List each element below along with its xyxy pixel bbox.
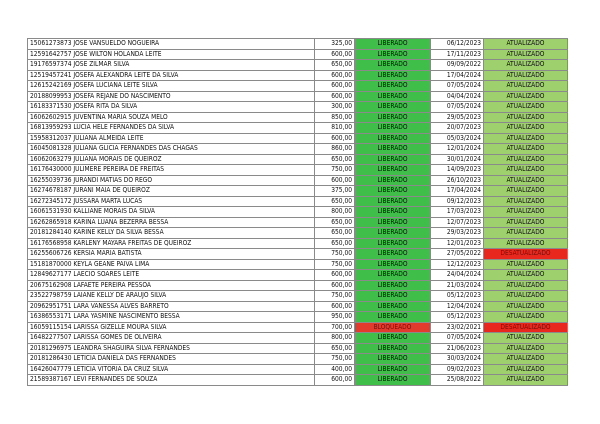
- situation-badge: ATUALIZADO: [484, 291, 568, 302]
- status-badge: LIBERADO: [355, 154, 431, 165]
- situation-badge: ATUALIZADO: [484, 112, 568, 123]
- value-cell: 800,00: [315, 207, 355, 218]
- value-cell: 600,00: [315, 301, 355, 312]
- table-row: [28, 186, 568, 197]
- value-cell: 375,00: [315, 186, 355, 197]
- status-badge: LIBERADO: [355, 91, 431, 102]
- table-row: [28, 123, 568, 134]
- date-cell: 25/08/2022: [431, 375, 484, 386]
- value-cell: 600,00: [315, 49, 355, 60]
- value-cell: 300,00: [315, 102, 355, 113]
- situation-badge: ATUALIZADO: [484, 186, 568, 197]
- date-cell: 21/03/2024: [431, 280, 484, 291]
- status-badge: LIBERADO: [355, 175, 431, 186]
- date-cell: 30/01/2024: [431, 154, 484, 165]
- table-row: [28, 144, 568, 155]
- table-row: [28, 102, 568, 113]
- name-cell: 23522798759 LAIANE KELLY DE ARAUJO SILVA: [28, 291, 315, 302]
- value-cell: 750,00: [315, 259, 355, 270]
- table-row: [28, 364, 568, 375]
- spreadsheet-table: [27, 38, 568, 386]
- table-row: [28, 196, 568, 207]
- table-row: [28, 112, 568, 123]
- name-cell: 16262865918 KARINA LUANA BEZERRA BESSA: [28, 217, 315, 228]
- table-row: [28, 343, 568, 354]
- value-cell: 650,00: [315, 217, 355, 228]
- status-badge: LIBERADO: [355, 112, 431, 123]
- table-row: [28, 81, 568, 92]
- status-badge: LIBERADO: [355, 228, 431, 239]
- situation-badge: DESATUALIZADO: [484, 322, 568, 333]
- date-cell: 12/01/2024: [431, 144, 484, 155]
- status-badge: LIBERADO: [355, 196, 431, 207]
- status-badge: LIBERADO: [355, 301, 431, 312]
- table-row: [28, 91, 568, 102]
- table-row: [28, 301, 568, 312]
- value-cell: 600,00: [315, 81, 355, 92]
- situation-badge: ATUALIZADO: [484, 207, 568, 218]
- status-badge: LIBERADO: [355, 259, 431, 270]
- situation-badge: ATUALIZADO: [484, 91, 568, 102]
- date-cell: 29/05/2023: [431, 112, 484, 123]
- table-row: [28, 280, 568, 291]
- value-cell: 600,00: [315, 175, 355, 186]
- table-row: [28, 270, 568, 281]
- status-badge: LIBERADO: [355, 291, 431, 302]
- date-cell: 09/12/2023: [431, 196, 484, 207]
- value-cell: 650,00: [315, 154, 355, 165]
- situation-badge: ATUALIZADO: [484, 364, 568, 375]
- status-badge: LIBERADO: [355, 60, 431, 71]
- value-cell: 800,00: [315, 333, 355, 344]
- value-cell: 750,00: [315, 354, 355, 365]
- value-cell: 650,00: [315, 60, 355, 71]
- status-badge: LIBERADO: [355, 280, 431, 291]
- status-badge: LIBERADO: [355, 249, 431, 260]
- situation-badge: ATUALIZADO: [484, 49, 568, 60]
- status-badge: LIBERADO: [355, 238, 431, 249]
- table-row: [28, 333, 568, 344]
- name-cell: 16255039736 JURANDI MATIAS DO REGO: [28, 175, 315, 186]
- status-badge: LIBERADO: [355, 70, 431, 81]
- value-cell: 650,00: [315, 196, 355, 207]
- name-cell: 20188099953 JOSEFA REJANE DO NASCIMENTO: [28, 91, 315, 102]
- situation-badge: ATUALIZADO: [484, 60, 568, 71]
- status-badge: LIBERADO: [355, 123, 431, 134]
- name-cell: 19176597374 JOSE ZILMAR SILVA: [28, 60, 315, 71]
- situation-badge: ATUALIZADO: [484, 301, 568, 312]
- name-cell: 20962951751 LARA VANESSA ALVES BARRETO: [28, 301, 315, 312]
- name-cell: 16062602915 JUVENTINA MARIA SOUZA MELO: [28, 112, 315, 123]
- date-cell: 05/12/2023: [431, 312, 484, 323]
- name-cell: 20181286430 LETICIA DANIELA DAS FERNANDES: [28, 354, 315, 365]
- situation-badge: ATUALIZADO: [484, 196, 568, 207]
- date-cell: 17/04/2024: [431, 70, 484, 81]
- table-row: [28, 322, 568, 333]
- date-cell: 24/04/2024: [431, 270, 484, 281]
- date-cell: 12/04/2024: [431, 301, 484, 312]
- status-badge: LIBERADO: [355, 207, 431, 218]
- name-cell: 16274678187 JURANI MAIA DE QUEIROZ: [28, 186, 315, 197]
- situation-badge: ATUALIZADO: [484, 270, 568, 281]
- name-cell: 16176568958 KARLENY MAYARA FREITAS DE QUEIROZ: [28, 238, 315, 249]
- situation-badge: ATUALIZADO: [484, 228, 568, 239]
- status-badge: LIBERADO: [355, 333, 431, 344]
- situation-badge: ATUALIZADO: [484, 144, 568, 155]
- name-cell: 12519457241 JOSEFA ALEXANDRA LEITE DA SILVA: [28, 70, 315, 81]
- name-cell: 15061273873 JOSE VANSUELDO NOGUEIRA: [28, 39, 315, 50]
- table-row: [28, 39, 568, 50]
- date-cell: 07/05/2024: [431, 102, 484, 113]
- name-cell: 16426047779 LETICIA VITORIA DA CRUZ SILVA: [28, 364, 315, 375]
- date-cell: 17/03/2023: [431, 207, 484, 218]
- situation-badge: ATUALIZADO: [484, 154, 568, 165]
- name-cell: 16482277507 LARISSA GOMES DE OLIVEIRA: [28, 333, 315, 344]
- value-cell: 650,00: [315, 343, 355, 354]
- date-cell: 06/12/2023: [431, 39, 484, 50]
- name-cell: 12849627177 LAECIO SOARES LEITE: [28, 270, 315, 281]
- date-cell: 20/07/2023: [431, 123, 484, 134]
- value-cell: 650,00: [315, 228, 355, 239]
- date-cell: 07/05/2024: [431, 333, 484, 344]
- date-cell: 29/03/2023: [431, 228, 484, 239]
- value-cell: 810,00: [315, 123, 355, 134]
- value-cell: 860,00: [315, 144, 355, 155]
- date-cell: 27/05/2022: [431, 249, 484, 260]
- status-badge: LIBERADO: [355, 375, 431, 386]
- name-cell: 16813959293 LUCIA HELE FERNANDES DA SILVA: [28, 123, 315, 134]
- value-cell: 600,00: [315, 375, 355, 386]
- situation-badge: ATUALIZADO: [484, 133, 568, 144]
- date-cell: 05/12/2023: [431, 291, 484, 302]
- name-cell: 16059115154 LARISSA GIZELLE MOURA SILVA: [28, 322, 315, 333]
- situation-badge: ATUALIZADO: [484, 312, 568, 323]
- situation-badge: ATUALIZADO: [484, 175, 568, 186]
- status-badge: LIBERADO: [355, 49, 431, 60]
- status-badge: LIBERADO: [355, 186, 431, 197]
- date-cell: 23/02/2021: [431, 322, 484, 333]
- name-cell: 16272345172 JUSSARA MARTA LUCAS: [28, 196, 315, 207]
- name-cell: 16062063279 JULIANA MORAIS DE QUEIROZ: [28, 154, 315, 165]
- table-row: [28, 354, 568, 365]
- value-cell: 750,00: [315, 165, 355, 176]
- date-cell: 17/04/2024: [431, 186, 484, 197]
- value-cell: 600,00: [315, 270, 355, 281]
- name-cell: 15958312037 JULIANA ALMEIDA LEITE: [28, 133, 315, 144]
- date-cell: 12/12/2023: [431, 259, 484, 270]
- name-cell: 16045081328 JULIANA GLICIA FERNANDES DAS CHAGAS: [28, 144, 315, 155]
- value-cell: 700,00: [315, 322, 355, 333]
- status-badge: LIBERADO: [355, 133, 431, 144]
- situation-badge: ATUALIZADO: [484, 39, 568, 50]
- date-cell: 12/07/2023: [431, 217, 484, 228]
- situation-badge: ATUALIZADO: [484, 123, 568, 134]
- table-row: [28, 154, 568, 165]
- date-cell: 30/03/2024: [431, 354, 484, 365]
- situation-badge: ATUALIZADO: [484, 354, 568, 365]
- table-row: [28, 259, 568, 270]
- table-row: [28, 291, 568, 302]
- name-cell: 20675162908 LAFAETE PEREIRA PESSOA: [28, 280, 315, 291]
- status-badge: LIBERADO: [355, 144, 431, 155]
- value-cell: 600,00: [315, 70, 355, 81]
- situation-badge: ATUALIZADO: [484, 217, 568, 228]
- table-row: [28, 249, 568, 260]
- date-cell: 14/09/2023: [431, 165, 484, 176]
- name-cell: 16061531930 KALLIANE MORAIS DA SILVA: [28, 207, 315, 218]
- situation-badge: ATUALIZADO: [484, 333, 568, 344]
- status-badge: LIBERADO: [355, 165, 431, 176]
- name-cell: 15181870000 KEYLA GEANE PAIVA LIMA: [28, 259, 315, 270]
- status-badge: BLOQUEADO: [355, 322, 431, 333]
- situation-badge: ATUALIZADO: [484, 259, 568, 270]
- date-cell: 09/09/2022: [431, 60, 484, 71]
- situation-badge: DESATUALIZADO: [484, 249, 568, 260]
- name-cell: 16386553171 LARA YASMINE NASCIMENTO BESSA: [28, 312, 315, 323]
- date-cell: 26/10/2023: [431, 175, 484, 186]
- name-cell: 20181284140 KARINE KELLY DA SILVA BESSA: [28, 228, 315, 239]
- date-cell: 05/03/2024: [431, 133, 484, 144]
- name-cell: 12615242169 JOSEFA LUCIANA LEITE SILVA: [28, 81, 315, 92]
- value-cell: 750,00: [315, 249, 355, 260]
- situation-badge: ATUALIZADO: [484, 165, 568, 176]
- value-cell: 600,00: [315, 91, 355, 102]
- table-row: [28, 228, 568, 239]
- situation-badge: ATUALIZADO: [484, 343, 568, 354]
- table-row: [28, 375, 568, 386]
- table-row: [28, 70, 568, 81]
- status-badge: LIBERADO: [355, 39, 431, 50]
- name-cell: 20181296975 LEANDRA SHAGUIRA SILVA FERNANDES: [28, 343, 315, 354]
- date-cell: 09/02/2023: [431, 364, 484, 375]
- table-row: [28, 207, 568, 218]
- value-cell: 950,00: [315, 312, 355, 323]
- table-row: [28, 238, 568, 249]
- status-badge: LIBERADO: [355, 364, 431, 375]
- value-cell: 850,00: [315, 112, 355, 123]
- spreadsheet-body: [28, 39, 568, 386]
- situation-badge: ATUALIZADO: [484, 375, 568, 386]
- name-cell: 21589387167 LEVI FERNANDES DE SOUZA: [28, 375, 315, 386]
- date-cell: 12/01/2023: [431, 238, 484, 249]
- date-cell: 04/04/2024: [431, 91, 484, 102]
- name-cell: 16183371530 JOSEFA RITA DA SILVA: [28, 102, 315, 113]
- name-cell: 12591642757 JOSE WILTON HOLANDA LEITE: [28, 49, 315, 60]
- table-row: [28, 312, 568, 323]
- date-cell: 21/06/2023: [431, 343, 484, 354]
- table-row: [28, 165, 568, 176]
- table-row: [28, 133, 568, 144]
- date-cell: 17/11/2023: [431, 49, 484, 60]
- name-cell: 16176430000 JULIMERE PEREIRA DE FREITAS: [28, 165, 315, 176]
- date-cell: 07/05/2024: [431, 81, 484, 92]
- status-badge: LIBERADO: [355, 102, 431, 113]
- table-row: [28, 217, 568, 228]
- value-cell: 600,00: [315, 280, 355, 291]
- status-badge: LIBERADO: [355, 312, 431, 323]
- status-badge: LIBERADO: [355, 270, 431, 281]
- value-cell: 750,00: [315, 291, 355, 302]
- value-cell: 325,00: [315, 39, 355, 50]
- table-row: [28, 49, 568, 60]
- value-cell: 400,00: [315, 364, 355, 375]
- value-cell: 600,00: [315, 133, 355, 144]
- situation-badge: ATUALIZADO: [484, 81, 568, 92]
- status-badge: LIBERADO: [355, 354, 431, 365]
- situation-badge: ATUALIZADO: [484, 280, 568, 291]
- table-row: [28, 175, 568, 186]
- value-cell: 650,00: [315, 238, 355, 249]
- situation-badge: ATUALIZADO: [484, 238, 568, 249]
- name-cell: 16255606726 KERSIA MARIA BATISTA: [28, 249, 315, 260]
- table-row: [28, 60, 568, 71]
- status-badge: LIBERADO: [355, 81, 431, 92]
- situation-badge: ATUALIZADO: [484, 70, 568, 81]
- situation-badge: ATUALIZADO: [484, 102, 568, 113]
- status-badge: LIBERADO: [355, 343, 431, 354]
- status-badge: LIBERADO: [355, 217, 431, 228]
